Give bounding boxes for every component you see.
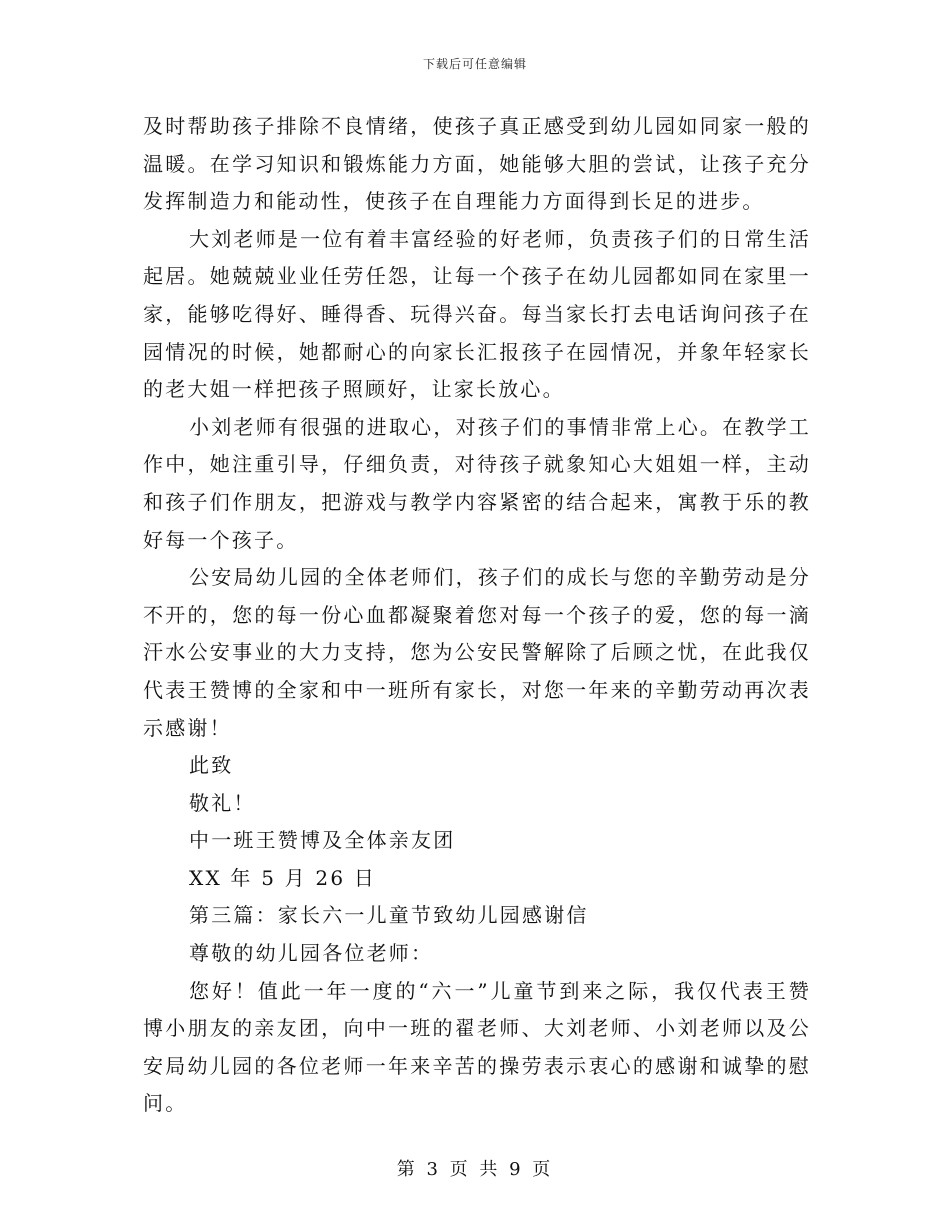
text-line: 温暖。在学习知识和锻炼能力方面，她能够大胆的尝试，让孩子充分 xyxy=(143,151,811,176)
text-line: 发挥制造力和能动性，使孩子在自理能力方面得到长足的进步。 xyxy=(143,189,765,214)
text-line: 起居。她兢兢业业任劳任怨，让每一个孩子在幼儿园都如同在家里一 xyxy=(143,264,811,289)
text-line: 安局幼儿园的各位老师一年来辛苦的操劳表示衷心的感谢和诚挚的慰 xyxy=(143,1053,811,1078)
text-line: 大刘老师是一位有着丰富经验的好老师，负责孩子们的日常生活 xyxy=(189,226,811,251)
text-line: 不开的，您的每一份心血都凝聚着您对每一个孩子的爱，您的每一滴 xyxy=(143,602,811,627)
text-line: 小刘老师有很强的进取心，对孩子们的事情非常上心。在教学工 xyxy=(189,414,811,439)
text-line: 问。 xyxy=(143,1091,188,1116)
page-number: 第 3 页 共 9 页 xyxy=(396,1159,554,1180)
letter-date: XX 年 5 月 26 日 xyxy=(189,865,377,890)
letter-body xyxy=(143,108,811,1123)
greeting: 尊敬的幼儿园各位老师： xyxy=(189,941,434,966)
text-line: 和孩子们作朋友，把游戏与教学内容紧密的结合起来，寓教于乐的教 xyxy=(143,489,811,514)
text-line: 作中，她注重引导，仔细负责，对待孩子就象知心大姐姐一样，主动 xyxy=(143,452,811,477)
text-line: 及时帮助孩子排除不良情绪，使孩子真正感受到幼儿园如同家一般的 xyxy=(143,114,811,138)
text-line: 的老大姐一样把孩子照顾好，让家长放心。 xyxy=(143,377,565,402)
text-line: 代表王赞博的全家和中一班所有家长，对您一年来的辛勤劳动再次表 xyxy=(143,677,811,702)
text-line: 园情况的时候，她都耐心的向家长汇报孩子在园情况，并象年轻家长 xyxy=(143,339,811,364)
salutation-closing: 此致 xyxy=(189,753,234,778)
page-header: 下载后可任意编辑 xyxy=(422,57,527,71)
text-line: 公安局幼儿园的全体老师们，孩子们的成长与您的辛勤劳动是分 xyxy=(189,565,811,590)
text-line: 好每一个孩子。 xyxy=(143,527,299,552)
text-line: 汗水公安事业的大力支持，您为公安民警解除了后顾之忧，在此我仅 xyxy=(143,640,811,665)
text-line: 家，能够吃得好、睡得香、玩得兴奋。每当家长打去电话询问孩子在 xyxy=(143,301,811,326)
text-line: 您好！值此一年一度的“六一”儿童节到来之际，我仅代表王赞 xyxy=(189,978,811,1003)
section-title: 第三篇：家长六一儿童节致幼儿园感谢信 xyxy=(189,903,589,928)
salutation-respect: 敬礼！ xyxy=(189,790,256,815)
signature: 中一班王赞博及全体亲友团 xyxy=(189,828,456,853)
text-line: 博小朋友的亲友团，向中一班的翟老师、大刘老师、小刘老师以及公 xyxy=(143,1016,811,1041)
text-line: 示感谢！ xyxy=(143,715,232,740)
